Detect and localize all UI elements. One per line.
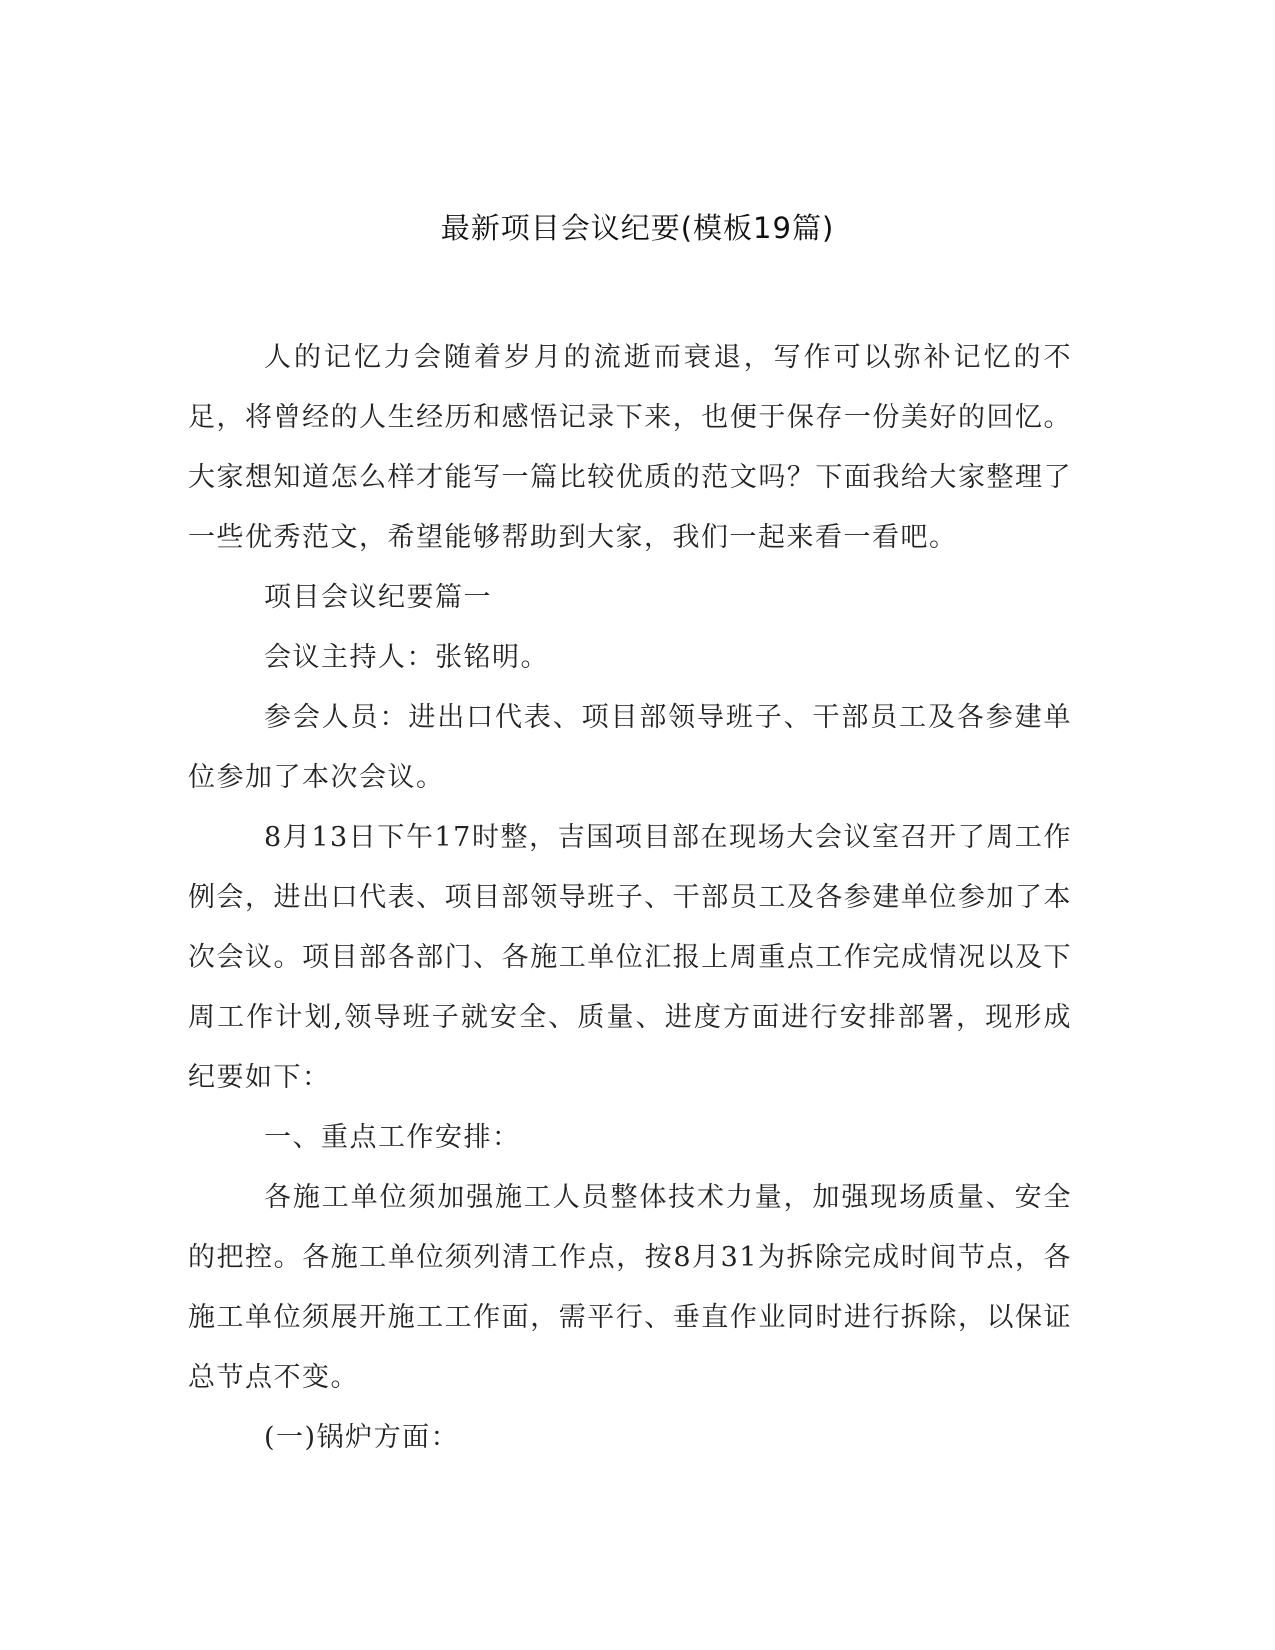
intro-paragraph: 人的记忆力会随着岁月的流逝而衰退，写作可以弥补记忆的不足，将曾经的人生经历和感悟记录下来，也便于保存一份美好的回忆。大家想知道怎么样才能写一篇比较优质的范文吗？下面我给大家整理了一些优秀范文，希望能够帮助到大家，我们一起来看一看吧。 xyxy=(188,342,1072,553)
construction-requirements-paragraph: 各施工单位须加强施工人员整体技术力量，加强现场质量、安全的把控。各施工单位须列清工作点，按8月31为拆除完成时间节点，各施工单位须展开施工工作面，需平行、垂直作业同时进行拆除，以保证总节点不变。 xyxy=(188,1182,1072,1393)
meeting-attendees: 参会人员：进出口代表、项目部领导班子、干部员工及各参建单位参加了本次会议。 xyxy=(188,702,1072,793)
boiler-subheading: (一)锅炉方面： xyxy=(264,1422,460,1453)
document-title: 最新项目会议纪要(模板19篇) xyxy=(440,211,835,245)
meeting-host: 会议主持人：张铭明。 xyxy=(264,642,549,673)
section-heading-part-one: 项目会议纪要篇一 xyxy=(264,582,492,613)
key-work-heading: 一、重点工作安排： xyxy=(264,1122,521,1153)
meeting-summary-paragraph: 8月13日下午17时整，吉国项目部在现场大会议室召开了周工作例会，进出口代表、项目部领导班子、干部员工及各参建单位参加了本次会议。项目部各部门、各施工单位汇报上周重点工作完成情况以及下周工作计划,领导班子就安全、质量、进度方面进行安排部署，现形成纪要如下： xyxy=(188,822,1072,1093)
document-body xyxy=(188,328,1072,1468)
